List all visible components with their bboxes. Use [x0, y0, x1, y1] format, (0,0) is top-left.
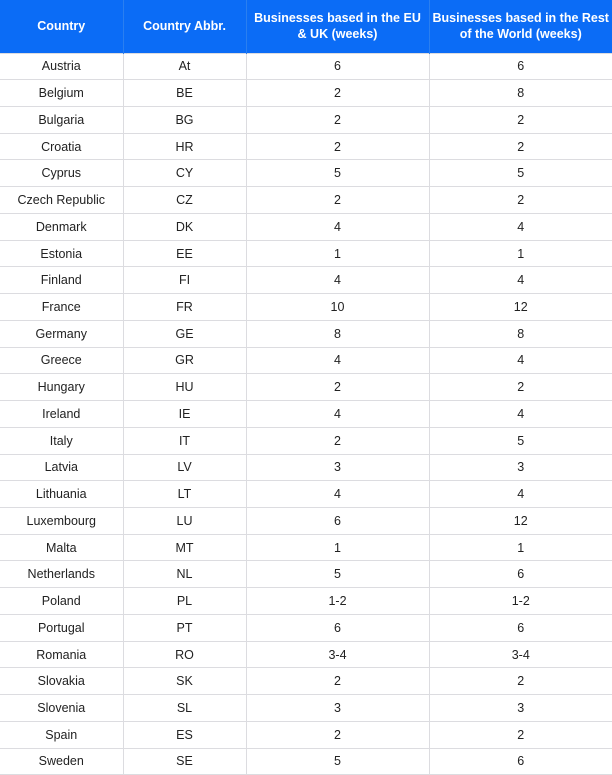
cell-eu-uk-weeks: 1	[246, 534, 429, 561]
table-row	[0, 534, 612, 561]
cell-country: Hungary	[0, 374, 123, 401]
cell-abbr: PT	[123, 614, 246, 641]
table-row	[0, 481, 612, 508]
cell-country: Austria	[0, 53, 123, 80]
cell-eu-uk-weeks: 3	[246, 454, 429, 481]
table-row	[0, 80, 612, 107]
cell-abbr: RO	[123, 641, 246, 668]
table-row	[0, 133, 612, 160]
table-row	[0, 641, 612, 668]
cell-abbr: BE	[123, 80, 246, 107]
cell-country: Malta	[0, 534, 123, 561]
cell-country: Czech Republic	[0, 187, 123, 214]
cell-eu-uk-weeks: 2	[246, 427, 429, 454]
cell-country: Slovakia	[0, 668, 123, 695]
header-rest-of-world-weeks: Businesses based in the Rest of the World (weeks)	[429, 0, 612, 53]
cell-abbr: EE	[123, 240, 246, 267]
table-row	[0, 374, 612, 401]
cell-country: Luxembourg	[0, 507, 123, 534]
cell-rest-of-world-weeks: 4	[429, 401, 612, 428]
cell-eu-uk-weeks: 2	[246, 721, 429, 748]
cell-eu-uk-weeks: 3-4	[246, 641, 429, 668]
table-row	[0, 294, 612, 321]
cell-rest-of-world-weeks: 2	[429, 668, 612, 695]
cell-eu-uk-weeks: 2	[246, 374, 429, 401]
cell-rest-of-world-weeks: 1	[429, 240, 612, 267]
cell-eu-uk-weeks: 6	[246, 507, 429, 534]
table-row	[0, 213, 612, 240]
cell-rest-of-world-weeks: 2	[429, 133, 612, 160]
cell-eu-uk-weeks: 4	[246, 481, 429, 508]
cell-abbr: SL	[123, 695, 246, 722]
cell-country: Slovenia	[0, 695, 123, 722]
cell-rest-of-world-weeks: 2	[429, 374, 612, 401]
table-row	[0, 347, 612, 374]
cell-abbr: BG	[123, 106, 246, 133]
cell-eu-uk-weeks: 5	[246, 160, 429, 187]
cell-rest-of-world-weeks: 4	[429, 213, 612, 240]
cell-country: Finland	[0, 267, 123, 294]
cell-eu-uk-weeks: 5	[246, 561, 429, 588]
cell-abbr: FR	[123, 294, 246, 321]
cell-rest-of-world-weeks: 1-2	[429, 588, 612, 615]
cell-country: Belgium	[0, 80, 123, 107]
cell-rest-of-world-weeks: 3	[429, 695, 612, 722]
cell-eu-uk-weeks: 8	[246, 320, 429, 347]
cell-country: Croatia	[0, 133, 123, 160]
cell-abbr: IT	[123, 427, 246, 454]
cell-country: Latvia	[0, 454, 123, 481]
table-row	[0, 588, 612, 615]
table-row	[0, 267, 612, 294]
cell-eu-uk-weeks: 2	[246, 133, 429, 160]
cell-eu-uk-weeks: 2	[246, 668, 429, 695]
cell-abbr: CZ	[123, 187, 246, 214]
cell-country: Estonia	[0, 240, 123, 267]
table-row	[0, 748, 612, 775]
cell-rest-of-world-weeks: 4	[429, 267, 612, 294]
cell-country: Lithuania	[0, 481, 123, 508]
cell-country: Ireland	[0, 401, 123, 428]
cell-rest-of-world-weeks: 6	[429, 614, 612, 641]
cell-abbr: NL	[123, 561, 246, 588]
table-row	[0, 240, 612, 267]
cell-eu-uk-weeks: 4	[246, 401, 429, 428]
cell-country: Italy	[0, 427, 123, 454]
cell-abbr: MT	[123, 534, 246, 561]
table-row	[0, 507, 612, 534]
cell-rest-of-world-weeks: 6	[429, 561, 612, 588]
table-row	[0, 53, 612, 80]
cell-eu-uk-weeks: 1-2	[246, 588, 429, 615]
cell-country: Romania	[0, 641, 123, 668]
table-row	[0, 561, 612, 588]
cell-abbr: FI	[123, 267, 246, 294]
cell-eu-uk-weeks: 3	[246, 695, 429, 722]
cell-rest-of-world-weeks: 1	[429, 534, 612, 561]
cell-abbr: HR	[123, 133, 246, 160]
table-row	[0, 695, 612, 722]
cell-abbr: CY	[123, 160, 246, 187]
cell-abbr: LU	[123, 507, 246, 534]
cell-abbr: LT	[123, 481, 246, 508]
header-country-abbr: Country Abbr.	[123, 0, 246, 53]
cell-country: Poland	[0, 588, 123, 615]
cell-abbr: HU	[123, 374, 246, 401]
cell-country: Cyprus	[0, 160, 123, 187]
cell-rest-of-world-weeks: 12	[429, 294, 612, 321]
table-row	[0, 187, 612, 214]
cell-rest-of-world-weeks: 2	[429, 721, 612, 748]
cell-rest-of-world-weeks: 2	[429, 106, 612, 133]
table-row	[0, 721, 612, 748]
header-row	[0, 0, 612, 53]
table-row	[0, 106, 612, 133]
cell-eu-uk-weeks: 4	[246, 213, 429, 240]
table-row	[0, 160, 612, 187]
cell-country: Netherlands	[0, 561, 123, 588]
cell-abbr: SK	[123, 668, 246, 695]
cell-eu-uk-weeks: 10	[246, 294, 429, 321]
table-row	[0, 427, 612, 454]
cell-eu-uk-weeks: 2	[246, 80, 429, 107]
cell-rest-of-world-weeks: 12	[429, 507, 612, 534]
cell-rest-of-world-weeks: 4	[429, 481, 612, 508]
cell-eu-uk-weeks: 1	[246, 240, 429, 267]
cell-rest-of-world-weeks: 5	[429, 427, 612, 454]
cell-country: Sweden	[0, 748, 123, 775]
table-row	[0, 614, 612, 641]
table-row	[0, 401, 612, 428]
cell-abbr: PL	[123, 588, 246, 615]
cell-abbr: IE	[123, 401, 246, 428]
cell-rest-of-world-weeks: 8	[429, 80, 612, 107]
cell-eu-uk-weeks: 6	[246, 614, 429, 641]
cell-rest-of-world-weeks: 2	[429, 187, 612, 214]
table-row	[0, 668, 612, 695]
cell-abbr: ES	[123, 721, 246, 748]
cell-abbr: GR	[123, 347, 246, 374]
header-eu-uk-weeks: Businesses based in the EU & UK (weeks)	[246, 0, 429, 53]
table-row	[0, 454, 612, 481]
cell-country: Spain	[0, 721, 123, 748]
cell-eu-uk-weeks: 2	[246, 187, 429, 214]
cell-eu-uk-weeks: 2	[246, 106, 429, 133]
table-row	[0, 320, 612, 347]
cell-abbr: DK	[123, 213, 246, 240]
cell-rest-of-world-weeks: 8	[429, 320, 612, 347]
cell-rest-of-world-weeks: 3-4	[429, 641, 612, 668]
cell-country: Greece	[0, 347, 123, 374]
header-country: Country	[0, 0, 123, 53]
cell-country: Germany	[0, 320, 123, 347]
cell-abbr: GE	[123, 320, 246, 347]
cell-rest-of-world-weeks: 4	[429, 347, 612, 374]
cell-rest-of-world-weeks: 3	[429, 454, 612, 481]
cell-abbr: LV	[123, 454, 246, 481]
cell-country: France	[0, 294, 123, 321]
cell-eu-uk-weeks: 6	[246, 53, 429, 80]
cell-country: Denmark	[0, 213, 123, 240]
cell-rest-of-world-weeks: 6	[429, 748, 612, 775]
cell-eu-uk-weeks: 4	[246, 347, 429, 374]
cell-eu-uk-weeks: 5	[246, 748, 429, 775]
cell-abbr: SE	[123, 748, 246, 775]
cell-rest-of-world-weeks: 6	[429, 53, 612, 80]
cell-country: Portugal	[0, 614, 123, 641]
cell-eu-uk-weeks: 4	[246, 267, 429, 294]
cell-abbr: At	[123, 53, 246, 80]
cell-rest-of-world-weeks: 5	[429, 160, 612, 187]
table-body	[0, 53, 612, 775]
cell-country: Bulgaria	[0, 106, 123, 133]
